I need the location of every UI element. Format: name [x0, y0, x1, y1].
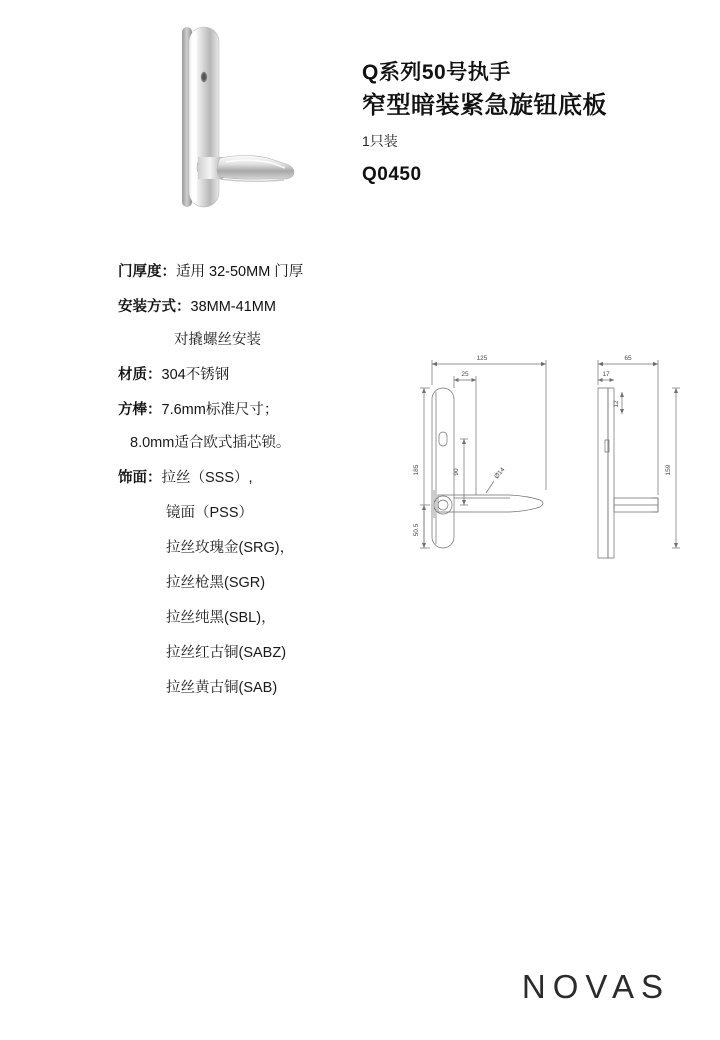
- product-quantity: 1只装: [362, 133, 398, 149]
- spec-value: 7.6mm标准尺寸；: [161, 402, 279, 418]
- dim-front-low: 50.5: [413, 523, 420, 537]
- product-photo: [168, 22, 318, 222]
- product-title-line1: Q系列50号执手: [362, 61, 511, 84]
- dim-front-height: 185: [413, 464, 420, 476]
- finish-item: 拉丝红古铜(SABZ): [166, 645, 287, 661]
- spec-row-finish: [118, 468, 348, 698]
- finish-item: 镜面（PSS）: [166, 505, 254, 521]
- header: [0, 0, 720, 235]
- finish-item: 拉丝枪黑(SGR): [166, 575, 266, 591]
- technical-drawing: [390, 340, 690, 615]
- title-block: [362, 58, 702, 188]
- spec-label: 材质：: [118, 367, 162, 383]
- finish-item: 拉丝纯黑(SBL)，: [166, 610, 276, 626]
- spec-subvalue: 8.0mm适合欧式插芯锁。: [130, 435, 291, 451]
- spec-value: 适用 32-50MM 门厚: [176, 264, 304, 280]
- spec-label: 安装方式：: [118, 299, 191, 315]
- finish-item: 拉丝玫瑰金(SRG)，: [166, 540, 295, 556]
- dim-side-height: 159: [665, 464, 672, 476]
- product-model: Q0450: [362, 164, 422, 185]
- dim-front-width: 125: [476, 355, 488, 362]
- brand-logo: NOVAS: [521, 968, 670, 1005]
- finish-item: 拉丝黄古铜(SAB): [166, 680, 278, 696]
- spec-row-door-thickness: [118, 262, 348, 282]
- spec-row-material: [118, 365, 348, 385]
- spec-label: 饰面：: [118, 470, 162, 486]
- dim-side-small: 12: [613, 400, 620, 408]
- dim-front-mid: 90: [453, 468, 460, 476]
- spec-subvalue: 对撬螺丝安装: [174, 332, 261, 348]
- product-title-line2: 窄型暗装紧急旋钮底板: [362, 92, 607, 119]
- spec-label: 门厚度：: [118, 264, 176, 280]
- dim-handle-diameter: Ø14: [493, 466, 507, 481]
- dim-front-inner: 25: [461, 371, 469, 378]
- spec-value: 38MM-41MM: [190, 299, 276, 315]
- spec-label: 方棒：: [118, 402, 162, 418]
- spec-list: [118, 262, 348, 713]
- dim-side-inner: 17: [602, 371, 610, 378]
- finish-item: 拉丝（SSS）,: [161, 470, 253, 486]
- spec-row-installation: [118, 297, 348, 350]
- dim-side-width: 65: [624, 355, 632, 362]
- spec-value: 304不锈钢: [161, 367, 230, 383]
- spec-row-spindle: [118, 400, 348, 453]
